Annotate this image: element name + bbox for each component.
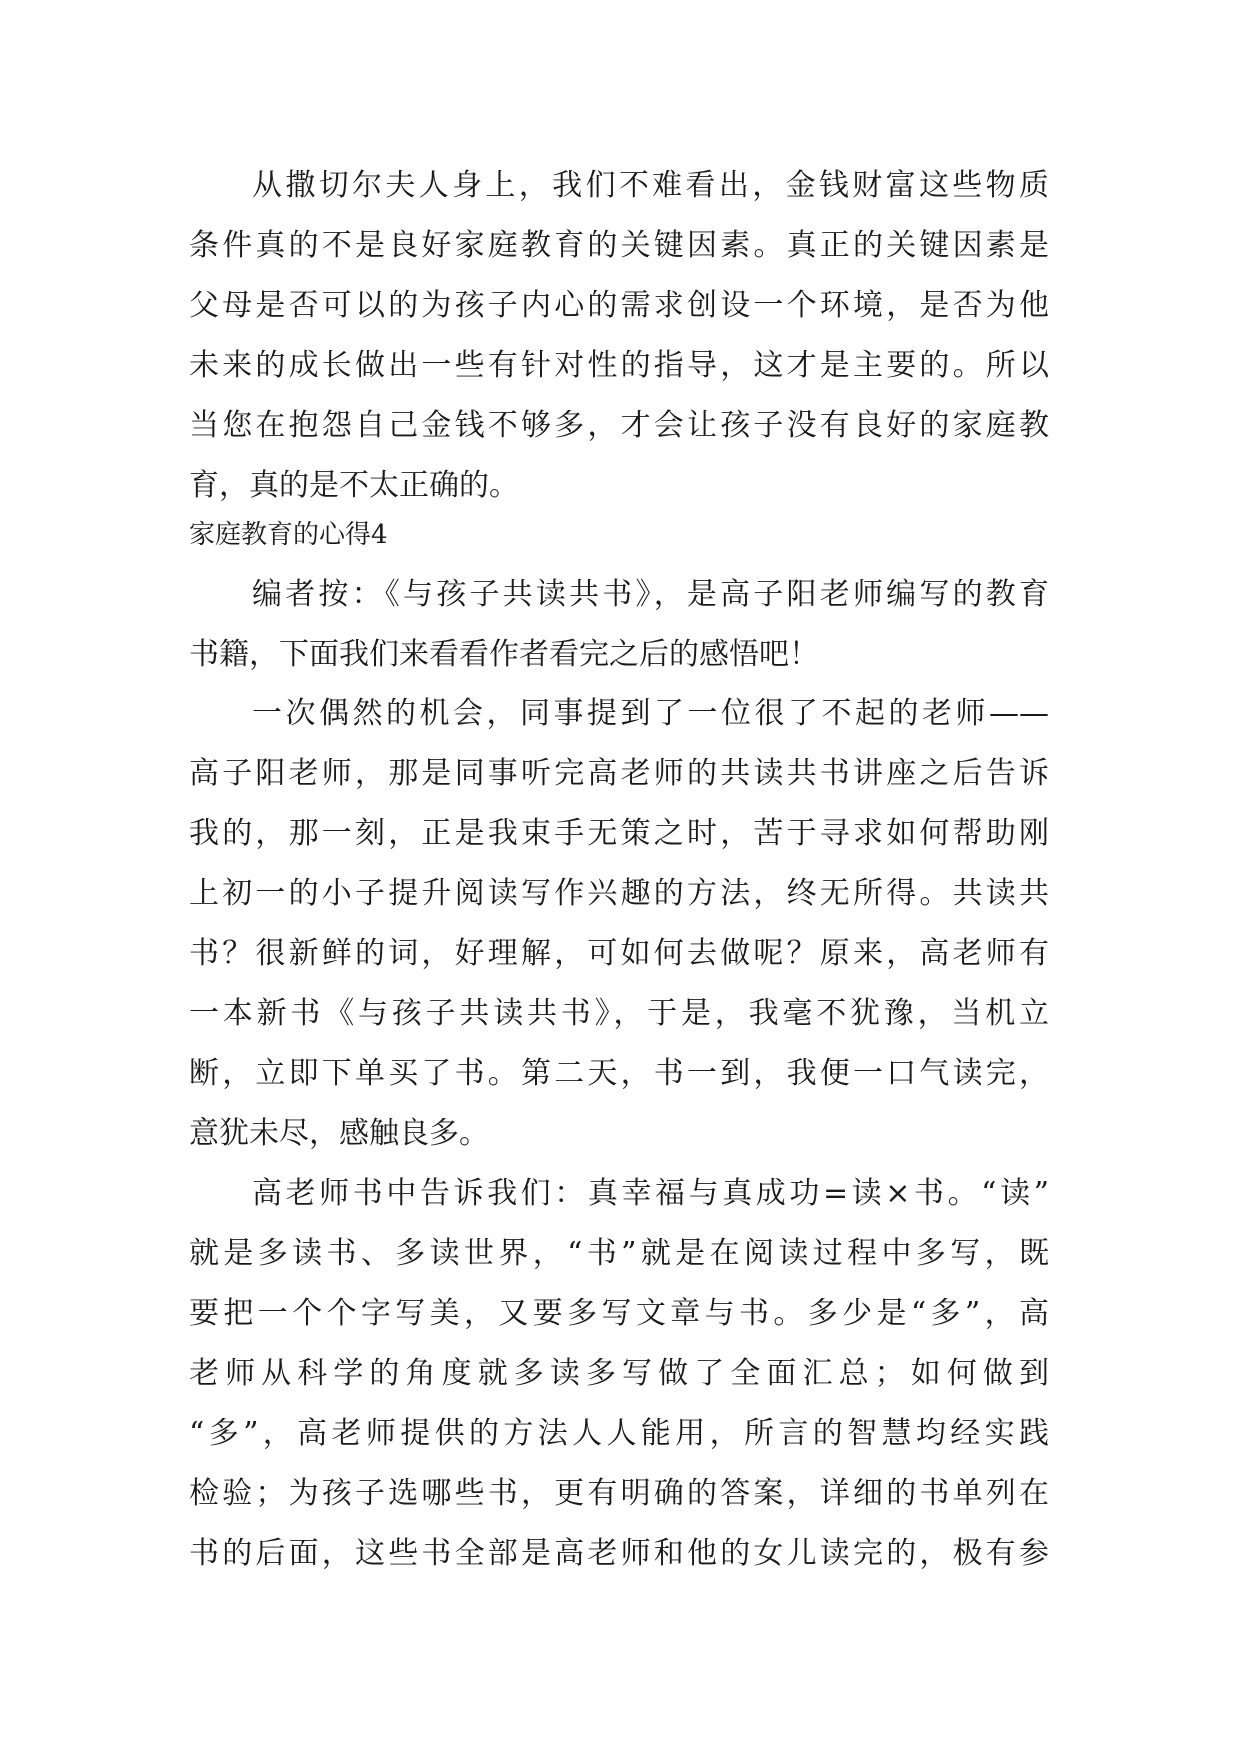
text-line: 未来的成长做出一些有针对性的指导，这才是主要的。所以	[189, 348, 1049, 383]
text-line: 书的后面，这些书全部是高老师和他的女儿读完的，极有参	[189, 1536, 1049, 1571]
text-line: 就是多读书、多读世界，“书”就是在阅读过程中多写，既	[189, 1236, 1049, 1271]
text-line: 检验；为孩子选哪些书，更有明确的答案，详细的书单列在	[189, 1476, 1049, 1511]
text-line: 断，立即下单买了书。第二天，书一到，我便一口气读完，	[189, 1056, 1049, 1091]
text-line: 从撒切尔夫人身上，我们不难看出，金钱财富这些物质	[252, 168, 1049, 203]
text-line: 书籍，下面我们来看看作者看完之后的感悟吧！	[189, 637, 819, 672]
text-line: 老师从科学的角度就多读多写做了全面汇总；如何做到	[189, 1356, 1049, 1391]
text-line: 条件真的不是良好家庭教育的关键因素。真正的关键因素是	[189, 228, 1049, 263]
text-line: 高老师书中告诉我们：真幸福与真成功=读×书。“读”	[252, 1176, 1049, 1211]
section-heading: 家庭教育的心得4	[189, 520, 388, 550]
text-line: 书？很新鲜的词，好理解，可如何去做呢？原来，高老师有	[189, 936, 1049, 971]
text-line: 一本新书《与孩子共读共书》，于是，我毫不犹豫，当机立	[189, 996, 1049, 1031]
text-line: 高子阳老师，那是同事听完高老师的共读共书讲座之后告诉	[189, 756, 1049, 791]
text-line: 父母是否可以的为孩子内心的需求创设一个环境，是否为他	[189, 288, 1049, 323]
text-line: 当您在抱怨自己金钱不够多，才会让孩子没有良好的家庭教	[189, 408, 1049, 443]
text-line: 一次偶然的机会，同事提到了一位很了不起的老师——	[252, 696, 1049, 731]
text-line: 要把一个个字写美，又要多写文章与书。多少是“多”，高	[189, 1296, 1049, 1331]
text-line: 编者按：《与孩子共读共书》，是高子阳老师编写的教育	[252, 577, 1049, 612]
text-line: “多”，高老师提供的方法人人能用，所言的智慧均经实践	[189, 1416, 1049, 1451]
text-line: 育，真的是不太正确的。	[189, 468, 519, 503]
text-line: 上初一的小子提升阅读写作兴趣的方法，终无所得。共读共	[189, 876, 1049, 911]
text-line: 我的，那一刻，正是我束手无策之时，苦于寻求如何帮助刚	[189, 816, 1049, 851]
text-line: 意犹未尽，感触良多。	[189, 1116, 489, 1151]
